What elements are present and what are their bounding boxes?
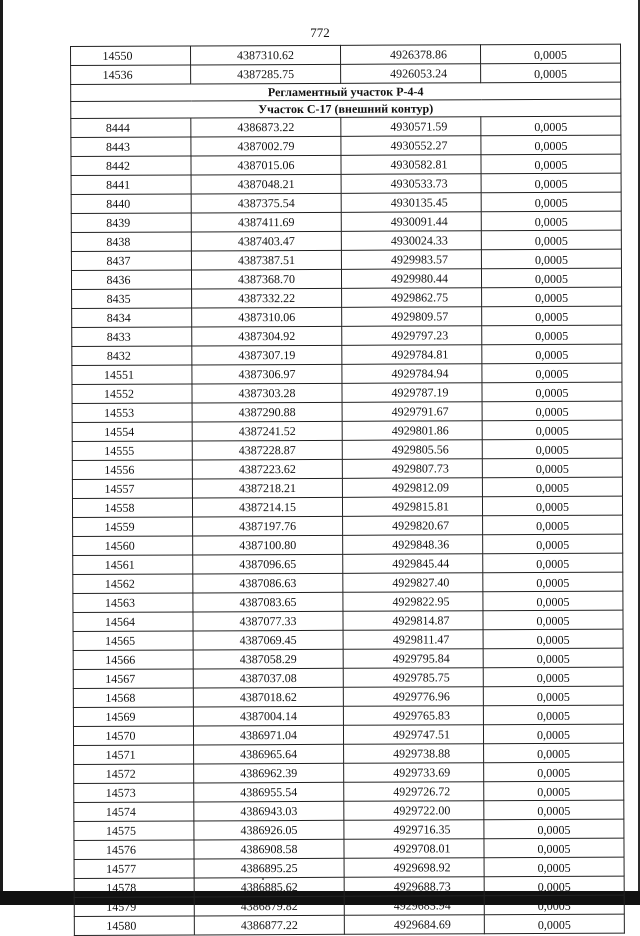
y-coordinate-cell: 4929848.36	[343, 535, 483, 555]
table-row	[71, 135, 621, 156]
point-number-cell: 14551	[72, 365, 192, 385]
table-row	[74, 762, 624, 783]
point-number-cell: 14552	[72, 384, 192, 404]
table-top-rows	[71, 44, 621, 84]
table-row	[74, 857, 624, 878]
y-coordinate-cell: 4926378.86	[340, 45, 480, 65]
table-row	[73, 515, 623, 536]
y-coordinate-cell: 4929688.73	[344, 877, 484, 897]
y-coordinate-cell: 4929980.44	[341, 269, 481, 289]
x-coordinate-cell: 4386926.05	[194, 820, 344, 840]
x-coordinate-cell: 4386873.22	[191, 117, 341, 137]
x-coordinate-cell: 4387304.92	[192, 326, 342, 346]
error-cell: 0,0005	[480, 44, 620, 64]
error-cell: 0,0005	[481, 63, 621, 83]
error-cell: 0,0005	[484, 743, 624, 763]
error-cell: 0,0005	[481, 116, 621, 136]
y-coordinate-cell: 4929716.35	[344, 820, 484, 840]
point-number-cell: 14536	[71, 65, 191, 85]
point-number-cell: 8440	[71, 194, 191, 214]
x-coordinate-cell: 4387387.51	[191, 250, 341, 270]
error-cell: 0,0005	[484, 876, 624, 896]
error-cell: 0,0005	[484, 914, 624, 934]
point-number-cell: 14564	[73, 612, 193, 632]
point-number-cell: 14565	[73, 631, 193, 651]
point-number-cell: 14550	[71, 46, 191, 66]
error-cell: 0,0005	[483, 534, 623, 554]
y-coordinate-cell: 4929820.67	[343, 516, 483, 536]
y-coordinate-cell: 4929722.00	[344, 801, 484, 821]
point-number-cell: 8433	[72, 327, 192, 347]
error-cell: 0,0005	[483, 705, 623, 725]
y-coordinate-cell: 4930533.73	[341, 174, 481, 194]
point-number-cell: 8441	[71, 175, 191, 195]
y-coordinate-cell: 4929805.56	[342, 440, 482, 460]
point-number-cell: 14569	[73, 707, 193, 727]
x-coordinate-cell: 4386943.03	[194, 801, 344, 821]
table-row	[74, 876, 624, 897]
point-number-cell: 14557	[72, 479, 192, 499]
y-coordinate-cell: 4930024.33	[341, 231, 481, 251]
error-cell: 0,0005	[481, 268, 621, 288]
x-coordinate-cell: 4387290.88	[192, 402, 342, 422]
x-coordinate-cell: 4386965.64	[194, 744, 344, 764]
y-coordinate-cell: 4929822.95	[343, 592, 483, 612]
x-coordinate-cell: 4387306.97	[192, 364, 342, 384]
x-coordinate-cell: 4387037.08	[193, 668, 343, 688]
y-coordinate-cell: 4930091.44	[341, 212, 481, 232]
point-number-cell: 14554	[72, 422, 192, 442]
table-row	[72, 439, 622, 460]
y-coordinate-cell: 4929812.09	[342, 478, 482, 498]
x-coordinate-cell: 4387303.28	[192, 383, 342, 403]
y-coordinate-cell: 4929684.69	[344, 915, 484, 935]
y-coordinate-cell: 4929708.01	[344, 839, 484, 859]
point-number-cell: 14572	[74, 764, 194, 784]
x-coordinate-cell: 4387069.45	[193, 630, 343, 650]
x-coordinate-cell: 4387218.21	[192, 478, 342, 498]
point-number-cell: 14570	[73, 726, 193, 746]
x-coordinate-cell: 4387223.62	[192, 459, 342, 479]
point-number-cell: 14563	[73, 593, 193, 613]
point-number-cell: 8442	[71, 156, 191, 176]
table-row	[71, 63, 621, 84]
y-coordinate-cell: 4929827.40	[343, 573, 483, 593]
error-cell: 0,0005	[484, 857, 624, 877]
error-cell: 0,0005	[482, 439, 622, 459]
x-coordinate-cell: 4387100.80	[193, 535, 343, 555]
point-number-cell: 8439	[71, 213, 191, 233]
point-number-cell: 14578	[74, 878, 194, 898]
error-cell: 0,0005	[482, 363, 622, 383]
y-coordinate-cell: 4929983.57	[341, 250, 481, 270]
error-cell: 0,0005	[482, 496, 622, 516]
error-cell: 0,0005	[482, 477, 622, 497]
point-number-cell: 8435	[72, 289, 192, 309]
error-cell: 0,0005	[483, 686, 623, 706]
y-coordinate-cell: 4929862.75	[342, 288, 482, 308]
y-coordinate-cell: 4929845.44	[343, 554, 483, 574]
table-row	[71, 192, 621, 213]
error-cell: 0,0005	[481, 192, 621, 212]
point-number-cell: 14559	[73, 517, 193, 537]
error-cell: 0,0005	[482, 287, 622, 307]
point-number-cell: 14553	[72, 403, 192, 423]
y-coordinate-cell: 4929747.51	[343, 725, 483, 745]
table-row	[71, 268, 621, 289]
coordinates-table-wrap	[70, 44, 624, 936]
table-row	[73, 610, 623, 631]
x-coordinate-cell: 4386971.04	[193, 725, 343, 745]
table-row	[73, 648, 623, 669]
table-section-headers	[71, 82, 621, 118]
y-coordinate-cell: 4929738.88	[344, 744, 484, 764]
table-row	[73, 629, 623, 650]
error-cell: 0,0005	[483, 667, 623, 687]
table-row	[72, 458, 622, 479]
y-coordinate-cell: 4929776.96	[343, 687, 483, 707]
x-coordinate-cell: 4387086.63	[193, 573, 343, 593]
table-row	[72, 306, 622, 327]
scan-speck	[262, 878, 264, 880]
table-row	[74, 781, 624, 802]
point-number-cell: 8443	[71, 137, 191, 157]
error-cell: 0,0005	[482, 382, 622, 402]
error-cell: 0,0005	[484, 781, 624, 801]
point-number-cell: 14567	[73, 669, 193, 689]
y-coordinate-cell: 4926053.24	[341, 64, 481, 84]
x-coordinate-cell: 4387004.14	[193, 706, 343, 726]
x-coordinate-cell: 4387368.70	[191, 269, 341, 289]
x-coordinate-cell: 4387310.62	[191, 45, 341, 65]
point-number-cell: 8436	[71, 270, 191, 290]
x-coordinate-cell: 4386877.22	[194, 915, 344, 935]
table-row	[73, 553, 623, 574]
point-number-cell: 14576	[74, 840, 194, 860]
error-cell: 0,0005	[482, 306, 622, 326]
x-coordinate-cell: 4387241.52	[192, 421, 342, 441]
x-coordinate-cell: 4386955.54	[194, 782, 344, 802]
y-coordinate-cell: 4929685.94	[344, 896, 484, 916]
table-row	[74, 743, 624, 764]
x-coordinate-cell: 4387018.62	[193, 687, 343, 707]
x-coordinate-cell: 4387403.47	[191, 231, 341, 251]
point-number-cell: 8432	[72, 346, 192, 366]
error-cell: 0,0005	[481, 154, 621, 174]
x-coordinate-cell: 4387332.22	[192, 288, 342, 308]
error-cell: 0,0005	[482, 401, 622, 421]
y-coordinate-cell: 4929791.67	[342, 402, 482, 422]
point-number-cell: 14579	[74, 897, 194, 917]
scan-edge-left	[0, 0, 3, 905]
y-coordinate-cell: 4929765.83	[343, 706, 483, 726]
point-number-cell: 8438	[71, 232, 191, 252]
table-main-rows	[71, 116, 625, 935]
table-row	[72, 382, 622, 403]
point-number-cell: 14571	[74, 745, 194, 765]
table-row	[72, 477, 622, 498]
error-cell: 0,0005	[483, 629, 623, 649]
point-number-cell: 14575	[74, 821, 194, 841]
y-coordinate-cell: 4929733.69	[344, 763, 484, 783]
point-number-cell: 8434	[72, 308, 192, 328]
y-coordinate-cell: 4930571.59	[341, 117, 481, 137]
error-cell: 0,0005	[484, 762, 624, 782]
point-number-cell: 14560	[73, 536, 193, 556]
x-coordinate-cell: 4387214.15	[192, 497, 342, 517]
x-coordinate-cell: 4387285.75	[191, 64, 341, 84]
subsection-title: Участок С-17 (внешний контур)	[71, 99, 621, 118]
x-coordinate-cell: 4387375.54	[191, 193, 341, 213]
error-cell: 0,0005	[482, 325, 622, 345]
x-coordinate-cell: 4387310.06	[192, 307, 342, 327]
y-coordinate-cell: 4929797.23	[342, 326, 482, 346]
point-number-cell: 14574	[74, 802, 194, 822]
table-row	[74, 838, 624, 859]
table-row	[73, 534, 623, 555]
table-row	[71, 44, 621, 65]
y-coordinate-cell: 4929809.57	[342, 307, 482, 327]
point-number-cell: 14555	[72, 441, 192, 461]
x-coordinate-cell: 4387228.87	[192, 440, 342, 460]
x-coordinate-cell: 4387002.79	[191, 136, 341, 156]
table-row	[72, 325, 622, 346]
point-number-cell: 14561	[73, 555, 193, 575]
error-cell: 0,0005	[482, 458, 622, 478]
y-coordinate-cell: 4929807.73	[342, 459, 482, 479]
error-cell: 0,0005	[482, 344, 622, 364]
point-number-cell: 14566	[73, 650, 193, 670]
page-number: 772	[310, 25, 330, 40]
table-row	[71, 230, 621, 251]
x-coordinate-cell: 4386908.58	[194, 839, 344, 859]
y-coordinate-cell: 4929698.92	[344, 858, 484, 878]
table-row	[73, 591, 623, 612]
error-cell: 0,0005	[481, 211, 621, 231]
y-coordinate-cell: 4929795.84	[343, 649, 483, 669]
x-coordinate-cell: 4387411.69	[191, 212, 341, 232]
error-cell: 0,0005	[483, 553, 623, 573]
table-row	[71, 116, 621, 137]
y-coordinate-cell: 4929801.86	[342, 421, 482, 441]
section-title: Регламентный участок Р-4-4	[71, 82, 621, 101]
table-row	[71, 249, 621, 270]
error-cell: 0,0005	[483, 724, 623, 744]
x-coordinate-cell: 4387015.06	[191, 155, 341, 175]
point-number-cell: 14558	[72, 498, 192, 518]
y-coordinate-cell: 4929815.81	[342, 497, 482, 517]
error-cell: 0,0005	[481, 249, 621, 269]
y-coordinate-cell: 4930582.81	[341, 155, 481, 175]
table-row	[71, 173, 621, 194]
error-cell: 0,0005	[483, 572, 623, 592]
table-row	[74, 914, 624, 935]
point-number-cell: 14562	[73, 574, 193, 594]
error-cell: 0,0005	[481, 173, 621, 193]
point-number-cell: 14573	[74, 783, 194, 803]
error-cell: 0,0005	[484, 895, 624, 915]
y-coordinate-cell: 4929814.87	[343, 611, 483, 631]
x-coordinate-cell: 4386879.82	[194, 896, 344, 916]
y-coordinate-cell: 4929787.19	[342, 383, 482, 403]
error-cell: 0,0005	[483, 515, 623, 535]
x-coordinate-cell: 4387083.65	[193, 592, 343, 612]
table-row	[74, 895, 624, 916]
table-row	[73, 572, 623, 593]
x-coordinate-cell: 4386895.25	[194, 858, 344, 878]
error-cell: 0,0005	[483, 591, 623, 611]
point-number-cell: 14580	[74, 916, 194, 936]
table-row	[73, 686, 623, 707]
error-cell: 0,0005	[483, 610, 623, 630]
x-coordinate-cell: 4387096.65	[193, 554, 343, 574]
table-row	[73, 724, 623, 745]
table-row	[73, 705, 623, 726]
table-row	[74, 819, 624, 840]
error-cell: 0,0005	[482, 420, 622, 440]
point-number-cell: 14577	[74, 859, 194, 879]
x-coordinate-cell: 4386962.39	[194, 763, 344, 783]
error-cell: 0,0005	[484, 838, 624, 858]
coordinates-table	[70, 44, 625, 936]
table-row	[71, 211, 621, 232]
table-row	[72, 287, 622, 308]
table-row	[72, 344, 622, 365]
y-coordinate-cell: 4929726.72	[344, 782, 484, 802]
table-row	[72, 363, 622, 384]
x-coordinate-cell: 4387077.33	[193, 611, 343, 631]
table-row	[72, 496, 622, 517]
table-row	[71, 154, 621, 175]
table-row	[74, 800, 624, 821]
point-number-cell: 8437	[71, 251, 191, 271]
error-cell: 0,0005	[484, 819, 624, 839]
y-coordinate-cell: 4930552.27	[341, 136, 481, 156]
point-number-cell: 14556	[72, 460, 192, 480]
error-cell: 0,0005	[481, 230, 621, 250]
x-coordinate-cell: 4387048.21	[191, 174, 341, 194]
table-row	[73, 667, 623, 688]
y-coordinate-cell: 4929784.94	[342, 364, 482, 384]
y-coordinate-cell: 4930135.45	[341, 193, 481, 213]
y-coordinate-cell: 4929811.47	[343, 630, 483, 650]
error-cell: 0,0005	[484, 800, 624, 820]
x-coordinate-cell: 4387197.76	[193, 516, 343, 536]
y-coordinate-cell: 4929785.75	[343, 668, 483, 688]
table-row	[72, 401, 622, 422]
error-cell: 0,0005	[483, 648, 623, 668]
y-coordinate-cell: 4929784.81	[342, 345, 482, 365]
point-number-cell: 14568	[73, 688, 193, 708]
table-row	[72, 420, 622, 441]
error-cell: 0,0005	[481, 135, 621, 155]
x-coordinate-cell: 4387307.19	[192, 345, 342, 365]
x-coordinate-cell: 4387058.29	[193, 649, 343, 669]
x-coordinate-cell: 4386885.62	[194, 877, 344, 897]
point-number-cell: 8444	[71, 118, 191, 138]
